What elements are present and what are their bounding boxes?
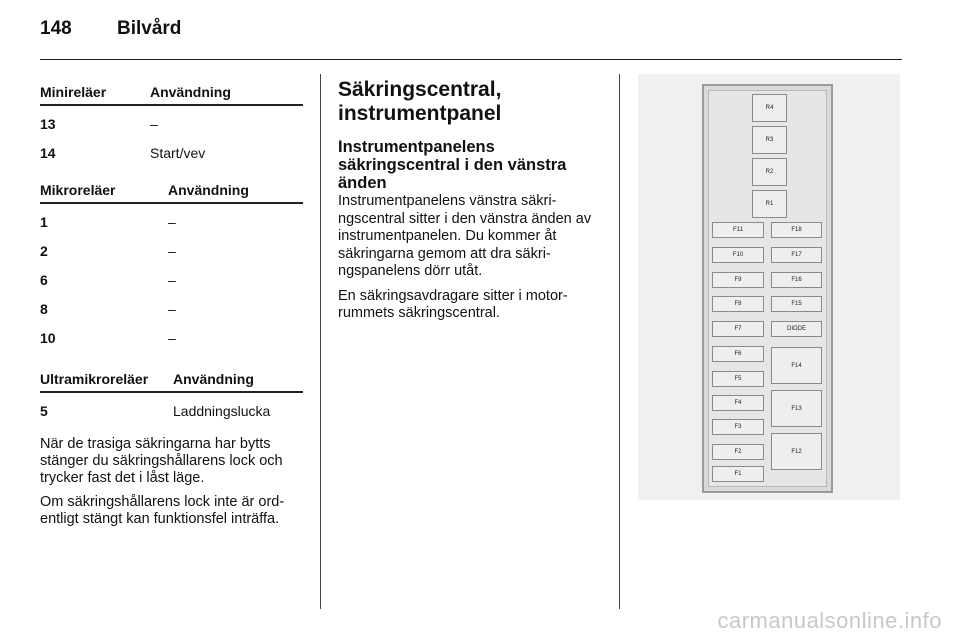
watermark: carmanualsonline.info bbox=[717, 608, 942, 633]
table-header-col2: Användning bbox=[150, 84, 231, 100]
relay-r4: R4 bbox=[752, 94, 787, 122]
sub-heading-line: Instrumentpanelens bbox=[338, 138, 495, 156]
row-key: 2 bbox=[40, 243, 48, 259]
section-title: Bilvård bbox=[117, 18, 182, 39]
fuse-f10: F10 bbox=[712, 247, 764, 263]
header-rule bbox=[40, 59, 902, 60]
column-divider-left bbox=[320, 74, 321, 609]
body-paragraph: Instrumentpanelens vänstra säkri-ngscentral sitter i den vänstra änden av instrumentpanelen. Du kommer åt säkringarna gemom att dra säkri-ngspanelens dörr utåt. bbox=[338, 193, 592, 279]
table-header-rule bbox=[40, 202, 303, 204]
fuse-f7: F7 bbox=[712, 321, 764, 337]
table-header bbox=[40, 180, 303, 202]
row-key: 13 bbox=[40, 116, 56, 132]
row-value: Laddningslucka bbox=[173, 403, 271, 419]
fuse-f5: F5 bbox=[712, 371, 764, 387]
body-paragraph: En säkringsavdragare sitter i motor-rummets säkringscentral. bbox=[338, 287, 568, 321]
relay-table-micro bbox=[40, 180, 303, 369]
fuse-f4: F4 bbox=[712, 395, 764, 411]
relay-table-mini bbox=[40, 82, 303, 180]
fuse-f11: F11 bbox=[712, 222, 764, 238]
fuse-diode: DIODE bbox=[771, 321, 822, 337]
table-header-rule bbox=[40, 391, 303, 393]
row-key: 5 bbox=[40, 403, 48, 419]
body-paragraph: När de trasiga säkringarna har bytts stänger du säkringshållarens lock och trycker fast det i låst läge. bbox=[40, 436, 283, 486]
fuse-f6: F6 bbox=[712, 346, 764, 362]
row-value: – bbox=[168, 272, 176, 288]
row-key: 10 bbox=[40, 330, 56, 346]
fuse-f2: F2 bbox=[712, 444, 764, 460]
section-heading bbox=[338, 78, 608, 126]
page-number: 148 bbox=[40, 18, 72, 39]
fuse-f14: F14 bbox=[771, 347, 822, 384]
fuse-f1: F1 bbox=[712, 466, 764, 482]
table-row bbox=[40, 326, 303, 355]
body-paragraph: Om säkringshållarens lock inte är ord-entligt stängt kan funktionsfel inträffa. bbox=[40, 494, 285, 527]
table-header bbox=[40, 369, 303, 391]
row-key: 14 bbox=[40, 145, 56, 161]
fuse-f9: F9 bbox=[712, 272, 764, 288]
sub-heading-line: änden bbox=[338, 174, 387, 192]
row-value: Start/vev bbox=[150, 145, 206, 161]
sub-heading bbox=[338, 138, 608, 192]
relay-r1: R1 bbox=[752, 190, 787, 218]
fuse-f15: F15 bbox=[771, 296, 822, 312]
table-header-col2: Användning bbox=[173, 371, 254, 387]
table-row bbox=[40, 112, 303, 141]
row-key: 1 bbox=[40, 214, 48, 230]
table-header-col1: Minireläer bbox=[40, 84, 107, 100]
left-column bbox=[40, 82, 303, 535]
fuse-f8: F8 bbox=[712, 296, 764, 312]
table-row bbox=[40, 399, 303, 428]
row-key: 8 bbox=[40, 301, 48, 317]
fuse-f12: F12 bbox=[771, 433, 822, 470]
table-row bbox=[40, 141, 303, 170]
table-row bbox=[40, 268, 303, 297]
table-row bbox=[40, 297, 303, 326]
relay-table-ultramicro bbox=[40, 369, 303, 436]
row-key: 6 bbox=[40, 272, 48, 288]
fuse-f3: F3 bbox=[712, 419, 764, 435]
table-header-col2: Användning bbox=[168, 182, 249, 198]
middle-column bbox=[338, 78, 608, 330]
section-heading-line: Säkringscentral, bbox=[338, 78, 502, 101]
table-header-col1: Mikroreläer bbox=[40, 182, 116, 198]
relay-r2: R2 bbox=[752, 158, 787, 186]
table-header-col1: Ultramikroreläer bbox=[40, 371, 149, 387]
fuse-f16: F16 bbox=[771, 272, 822, 288]
row-value: – bbox=[168, 243, 176, 259]
row-value: – bbox=[168, 214, 176, 230]
fuse-f18: F18 bbox=[771, 222, 822, 238]
section-heading-line: instrumentpanel bbox=[338, 102, 502, 125]
sub-heading-line: säkringscentral i den vänstra bbox=[338, 156, 567, 174]
relay-r3: R3 bbox=[752, 126, 787, 154]
row-value: – bbox=[168, 330, 176, 346]
fuse-f13: F13 bbox=[771, 390, 822, 427]
table-header-rule bbox=[40, 104, 303, 106]
table-row bbox=[40, 210, 303, 239]
table-row bbox=[40, 239, 303, 268]
row-value: – bbox=[168, 301, 176, 317]
table-header bbox=[40, 82, 303, 104]
fuse-f17: F17 bbox=[771, 247, 822, 263]
column-divider-right bbox=[619, 74, 620, 609]
row-value: – bbox=[150, 116, 158, 132]
